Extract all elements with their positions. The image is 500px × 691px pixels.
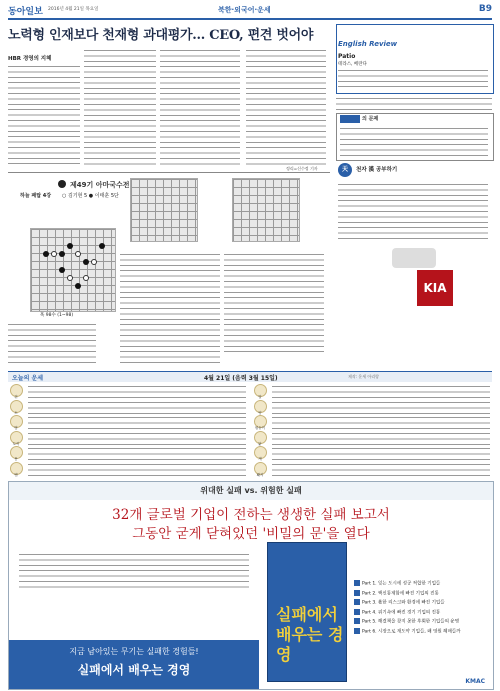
- zodiac-label: 개: [258, 457, 262, 461]
- baduk-move-label: 흑 98수 (1~98): [40, 313, 74, 318]
- fortune-row: [252, 415, 492, 430]
- white-stone: [91, 259, 97, 265]
- fortune-date: 4월 21일 (음력 3월 15일): [204, 375, 278, 382]
- zodiac-label: 쥐: [14, 395, 18, 399]
- car-image: [392, 248, 436, 268]
- black-stone: [83, 259, 89, 265]
- book-parts-list: [354, 580, 490, 637]
- fortune-row: [252, 400, 492, 415]
- white-stone: [75, 251, 81, 257]
- banner-bottom-box: [9, 640, 259, 689]
- black-stone: [99, 243, 105, 249]
- zodiac-label: 뱀: [14, 472, 18, 477]
- zodiac-label: 말: [258, 395, 262, 399]
- book-part-item: [354, 580, 490, 587]
- article-column-1: [8, 64, 80, 166]
- zodiac-list-right: [252, 384, 492, 478]
- bullet-icon: [354, 609, 360, 615]
- zodiac-label: 토끼: [12, 441, 20, 446]
- zodiac-label: 닭: [258, 441, 262, 446]
- fortune-row: [252, 431, 492, 446]
- zodiac-list-left: [8, 384, 248, 478]
- book-part-item: [354, 618, 490, 625]
- fortune-text: [28, 415, 246, 429]
- white-stone: [67, 275, 73, 281]
- black-stone: [43, 251, 49, 257]
- fortune-text: [28, 384, 246, 398]
- newspaper-logo: 동아일보: [8, 7, 43, 17]
- book-part-label: Part 4. 위기속에 빠진 경기 기업의 진통: [362, 610, 441, 615]
- baduk-board: [30, 228, 116, 312]
- book-part-label: Part 3. 훌한 리스크와 환경에 빠진 기업들: [362, 600, 445, 606]
- hanja-content: [338, 182, 488, 242]
- book-part-item: [354, 590, 490, 597]
- fortune-row: [8, 384, 248, 399]
- white-stone: [83, 275, 89, 281]
- fortune-text: [272, 415, 490, 429]
- english-footer: [336, 96, 492, 110]
- book-part-label: Part 6. 시장으로 재도약 기업들, 왜 영원 헤매들까: [362, 629, 461, 634]
- article-source: HBR 경영의 지혜: [8, 56, 52, 62]
- fortune-title: 오늘의 운세: [12, 375, 44, 382]
- issue-date: 2016년 4월 21일 목요일: [48, 7, 99, 12]
- baduk-commentary-1: [8, 322, 96, 366]
- article-column-3: [160, 48, 240, 166]
- baduk-title: 제49기 아마국수전: [70, 181, 130, 189]
- baduk-players: ○ 김기현 5 ● 이태훈 5단: [62, 193, 119, 199]
- fortune-row: [252, 446, 492, 461]
- hanja-icon: 天: [338, 163, 352, 177]
- fortune-row: [8, 400, 248, 415]
- bullet-icon: [354, 628, 360, 634]
- book-cover: [267, 542, 347, 682]
- baduk-commentary-3: [224, 252, 324, 352]
- crossword-badge: [340, 115, 360, 123]
- publisher-logo: KMAC: [465, 678, 485, 685]
- page-number: B9: [478, 4, 492, 14]
- baduk-diagram-3: [232, 178, 300, 242]
- fortune-credit: 제작: 운세 아리랑: [348, 374, 379, 379]
- zodiac-label: 양: [258, 410, 262, 415]
- fortune-row: [8, 446, 248, 461]
- fortune-row: [252, 462, 492, 477]
- baduk-commentary-2: [120, 252, 220, 366]
- fortune-text: [272, 384, 490, 398]
- book-cover-title: 실패에서 배우는 경영: [276, 605, 344, 664]
- book-part-label: Part 1. 잊는 도시에 성공 적합한 기업들: [362, 581, 441, 587]
- white-stone: [51, 251, 57, 257]
- fortune-text: [272, 462, 490, 476]
- fortune-text: [28, 446, 246, 460]
- page-header: [8, 4, 492, 20]
- fortune-text: [28, 400, 246, 414]
- black-stone: [75, 283, 81, 289]
- english-keyword-meaning: 테라스, 베란다: [338, 62, 367, 67]
- book-ad-banner: [8, 481, 494, 690]
- bullet-icon: [354, 618, 360, 624]
- zodiac-label: 소: [14, 410, 18, 415]
- article-headline: 노력형 인재보다 천재형 과대평가… CEO, 편견 벗어야: [8, 28, 314, 43]
- black-stone: [59, 267, 65, 273]
- book-part-item: [354, 599, 490, 606]
- english-review-title: English Review: [338, 40, 398, 48]
- fortune-row: [8, 462, 248, 477]
- zodiac-label: 돼지: [256, 472, 264, 477]
- black-stone: [59, 251, 65, 257]
- bullet-icon: [354, 599, 360, 605]
- zodiac-label: 원숭이: [254, 426, 266, 430]
- hanja-title: 천자 漢 공부하기: [356, 167, 398, 173]
- banner-description: [19, 552, 249, 592]
- zodiac-label: 범: [14, 426, 18, 430]
- fortune-text: [272, 446, 490, 460]
- article-byline: 정리=신수정 기자: [286, 166, 318, 171]
- fortune-text: [28, 431, 246, 445]
- fortune-text: [272, 400, 490, 414]
- book-part-label: Part 5. 해결책을 찾지 못한 후회한 기업들의 운명: [362, 619, 460, 625]
- zodiac-label: 용: [14, 457, 18, 461]
- english-examples: [338, 68, 488, 90]
- fortune-row: [8, 415, 248, 430]
- english-keyword: Patio: [338, 53, 356, 60]
- banner-bottom-line-2: 실패에서 배우는 경영: [77, 663, 191, 677]
- baduk-subtitle: 하늘 패탑 4강: [20, 193, 52, 199]
- bullet-icon: [354, 580, 360, 586]
- banner-top-title: 위대한 실패 vs. 위험한 실패: [9, 482, 493, 500]
- fortune-row: [252, 384, 492, 399]
- kia-logo: KIA: [417, 270, 453, 306]
- book-part-item: [354, 628, 490, 635]
- fortune-header: [8, 371, 492, 382]
- crossword-title: 의 문제: [362, 116, 379, 122]
- fortune-text: [28, 462, 246, 476]
- baduk-diagram-2: [130, 178, 198, 242]
- black-stone: [67, 243, 73, 249]
- crossword-content: [340, 126, 488, 156]
- article-column-4: [246, 48, 326, 166]
- banner-main-text: [9, 506, 493, 544]
- bullet-icon: [354, 590, 360, 596]
- section-title: 북한·외국어·운세: [218, 6, 271, 14]
- fortune-text: [272, 431, 490, 445]
- article-column-2: [84, 48, 156, 166]
- fortune-row: [8, 431, 248, 446]
- baduk-icon: [58, 180, 66, 188]
- book-part-label: Part 2. 핵신통제함에 빠진 기업의 진통: [362, 591, 439, 596]
- banner-main-line-1: 32개 글로벌 기업이 전하는 생생한 실패 보고서: [112, 507, 390, 523]
- banner-bottom-line-1: 지금 남아있는 무기는 실패한 경험들!: [69, 647, 199, 656]
- banner-main-line-2: 그동안 굳게 닫혀있던 '비밀의 문'을 열다: [132, 526, 370, 542]
- book-part-item: [354, 609, 490, 616]
